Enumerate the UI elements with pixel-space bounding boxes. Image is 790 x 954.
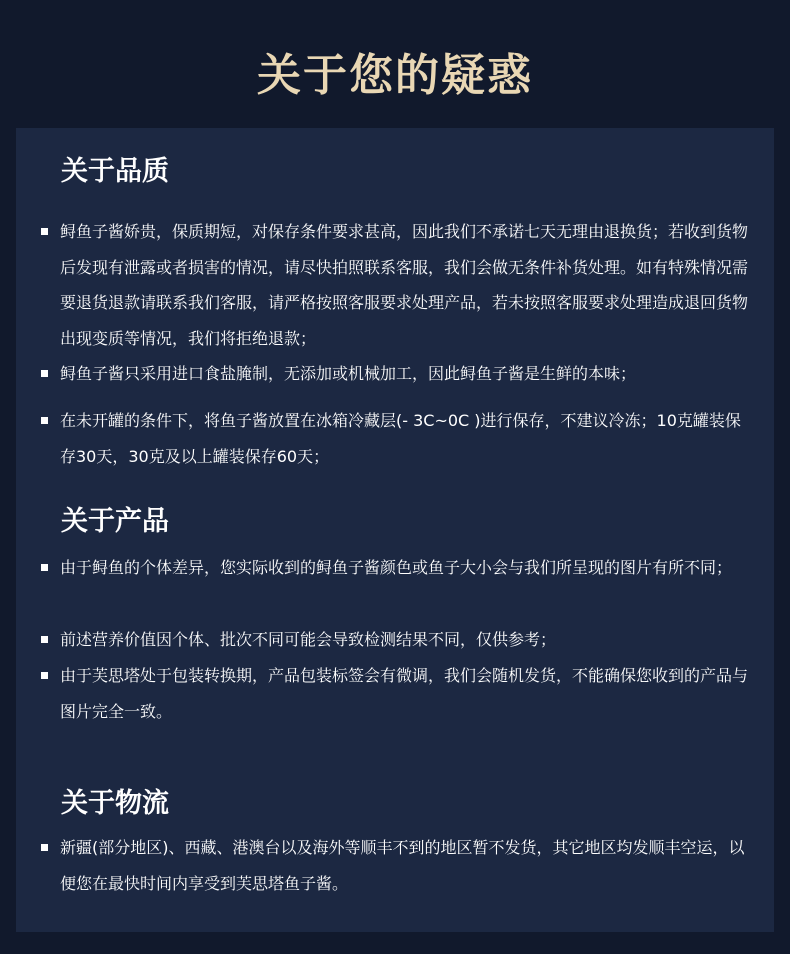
bullet-square-icon xyxy=(41,564,48,571)
bullet-square-icon xyxy=(41,370,48,377)
section-heading-product: 关于产品 xyxy=(61,506,169,537)
list-item-text: 前述营养价值因个体、批次不同可能会导致检测结果不同，仅供参考； xyxy=(60,630,557,649)
bullet-square-icon xyxy=(41,844,48,851)
faq-panel xyxy=(16,128,774,932)
bullet-square-icon xyxy=(41,228,48,235)
bullet-square-icon xyxy=(41,417,48,424)
list-item-text: 在未开罐的条件下，将鱼子酱放置在冰箱冷藏层(- 3C~0C )进行保存，不建议冷冻；10克罐装保存30天，30克及以上罐装保存60天； xyxy=(60,411,741,466)
list-item-text: 由于芙思塔处于包装转换期，产品包装标签会有微调，我们会随机发货，不能确保您收到的产品与图片完全一致。 xyxy=(60,666,749,721)
list-item-text: 由于鲟鱼的个体差异，您实际收到的鲟鱼子酱颜色或鱼子大小会与我们所呈现的图片有所不同； xyxy=(60,558,733,577)
page-title: 关于您的疑惑 xyxy=(257,50,533,101)
section-heading-quality: 关于品质 xyxy=(61,156,169,187)
bullet-square-icon xyxy=(41,636,48,643)
list-item-text: 鲟鱼子酱只采用进口食盐腌制，无添加或机械加工，因此鲟鱼子酱是生鲜的本味； xyxy=(60,364,637,383)
list-item-text: 新疆(部分地区)、西藏、港澳台以及海外等顺丰不到的地区暂不发货，其它地区均发顺丰空运，以便您在最快时间内享受到芙思塔鱼子酱。 xyxy=(60,838,745,893)
bullet-square-icon xyxy=(41,672,48,679)
section-heading-logistics: 关于物流 xyxy=(61,788,169,819)
list-item-text: 鲟鱼子酱娇贵，保质期短，对保存条件要求甚高，因此我们不承诺七天无理由退换货；若收到货物后发现有泄露或者损害的情况，请尽快拍照联系客服，我们会做无条件补货处理。如有特殊情况需要退货退款请联系我们客服，请严格按照客服要求处理产品，若未按照客服要求处理造成退回货物出现变质等情况，我们将拒绝退款； xyxy=(60,222,749,348)
